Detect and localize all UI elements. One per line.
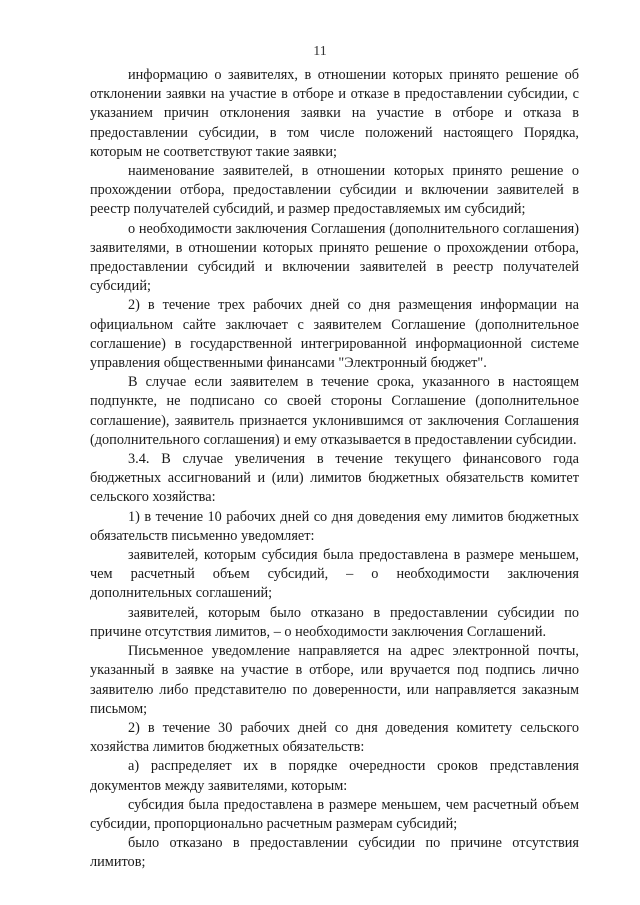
paragraph: заявителей, которым субсидия была предоставлена в размере меньшем, чем расчетный объем субсидий, – о необходимости заключения дополнительных соглашений; — [90, 547, 579, 602]
paragraph: 2) в течение 30 рабочих дней со дня доведения комитету сельского хозяйства лимитов бюджетных обязательств: — [90, 719, 579, 756]
paragraph: было отказано в предоставлении субсидии по причине отсутствия лимитов; — [90, 835, 579, 871]
paragraph: субсидия была предоставлена в размере меньшем, чем расчетный объем субсидии, пропорционально расчетным размерам субсидий; — [90, 796, 579, 832]
paragraph: В случае если заявителем в течение срока, указанного в настоящем подпункте, не подписано со своей стороны Соглашение (дополнительное соглашение), заявитель признается уклонившимся от заключения Соглашения (дополнительного соглашения) и ему отказывается в предоставлении субсидии. — [90, 374, 579, 448]
page-number: 11 — [313, 44, 327, 59]
document-body — [90, 66, 579, 873]
paragraph: о необходимости заключения Соглашения (дополнительного соглашения) заявителями, в отношении которых принято решение о прохождении отбора, предоставлении субсидий и включении заявителей в реестр получателей субсидий; — [90, 220, 579, 295]
paragraph: наименование заявителей, в отношении которых принято решение о прохождении отбора, предоставлении субсидии и включении заявителей в реестр получателей субсидий, и размер предоставляемых им субсидий; — [90, 163, 579, 218]
paragraph: информацию о заявителях, в отношении которых принято решение об отклонении заявки на участие в отборе и отказе в предоставлении субсидии, с указанием причин отклонения заявки на участие в отборе и отказа в предоставлении субсидии, в том числе положений настоящего Порядка, которым не соответствуют такие заявки; — [90, 67, 579, 160]
paragraph: 1) в течение 10 рабочих дней со дня доведения ему лимитов бюджетных обязательств письменно уведомляет: — [90, 508, 579, 544]
paragraph: 3.4. В случае увеличения в течение текущего финансового года бюджетных ассигнований и (или) лимитов бюджетных обязательств комитет сельского хозяйства: — [90, 451, 579, 506]
paragraph: а) распределяет их в порядке очередности сроков представления документов между заявителями, которым: — [90, 758, 579, 794]
paragraph: 2) в течение трех рабочих дней со дня размещения информации на официальном сайте заключает с заявителем Соглашение (дополнительное соглашение) в государственной интегрированной информационной системе управления общественными финансами "Электронный бюджет". — [90, 297, 579, 372]
paragraph: Письменное уведомление направляется на адрес электронной почты, указанный в заявке на участие в отборе, или вручается под подпись лично заявителю либо представителю по доверенности, или направляется заказным письмом; — [90, 643, 579, 717]
paragraph: заявителей, которым было отказано в предоставлении субсидии по причине отсутствия лимитов, – о необходимости заключения Соглашений. — [90, 604, 579, 640]
